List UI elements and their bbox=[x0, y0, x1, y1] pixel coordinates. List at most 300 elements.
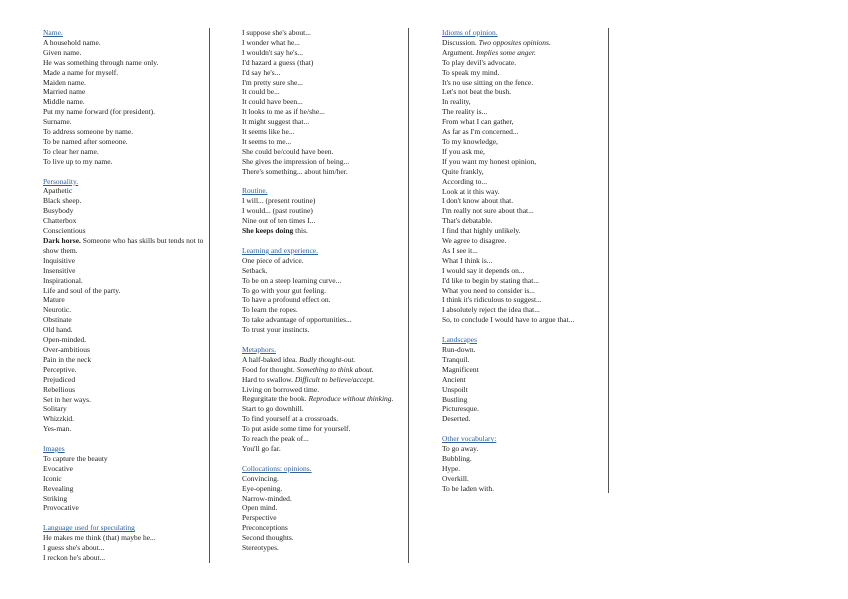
vocab-item bbox=[442, 167, 608, 177]
vocab-item bbox=[442, 97, 608, 107]
item-text: As far as I'm concerned... bbox=[442, 127, 519, 137]
vocab-item bbox=[43, 216, 209, 226]
item-text: Let's not beat the bush. bbox=[442, 87, 512, 97]
vocab-item bbox=[43, 186, 209, 196]
vocab-item bbox=[442, 444, 608, 454]
column-2 bbox=[242, 28, 408, 553]
vocab-item bbox=[242, 48, 408, 58]
vocab-item bbox=[43, 295, 209, 305]
item-text: Nine out of ten times I... bbox=[242, 216, 316, 226]
item-text: She gives the impression of being... bbox=[242, 156, 350, 166]
item-text: I'm pretty sure she... bbox=[242, 77, 303, 87]
vocab-item bbox=[242, 276, 408, 286]
vocab-item bbox=[242, 404, 408, 414]
item-text: It seems to me... bbox=[242, 136, 292, 146]
item-gloss: Something to think about. bbox=[296, 364, 374, 374]
vocab-item bbox=[242, 107, 408, 117]
item-text: I reckon he's about... bbox=[43, 552, 106, 562]
item-text: Chatterbox bbox=[43, 216, 77, 226]
vocab-item bbox=[442, 48, 608, 58]
item-text: Food for thought. bbox=[242, 364, 297, 374]
vocab-item bbox=[242, 385, 408, 395]
section bbox=[43, 523, 209, 563]
item-text: To live up to my name. bbox=[43, 156, 113, 166]
vocab-item bbox=[442, 395, 608, 405]
vocab-item bbox=[442, 266, 608, 276]
item-text: Yes-man. bbox=[43, 424, 72, 434]
column-divider bbox=[408, 28, 409, 563]
item-text: I wouldn't say he's... bbox=[242, 47, 304, 57]
vocab-item bbox=[43, 355, 209, 365]
vocab-item bbox=[43, 533, 209, 543]
vocab-item bbox=[43, 107, 209, 117]
item-text: Over-ambitious bbox=[43, 344, 90, 354]
vocab-item bbox=[43, 484, 209, 494]
item-text: The reality is... bbox=[442, 107, 488, 117]
vocab-item bbox=[242, 315, 408, 325]
vocab-item bbox=[43, 345, 209, 355]
section-heading: Name. bbox=[43, 28, 63, 37]
item-text: To reach the peak of... bbox=[242, 434, 309, 444]
item-text: I wonder what he... bbox=[242, 37, 300, 47]
item-text: That's debatable. bbox=[442, 216, 493, 226]
item-text: Striking bbox=[43, 493, 68, 503]
vocab-item bbox=[43, 474, 209, 484]
item-text: I'd hazard a guess (that) bbox=[242, 57, 314, 67]
vocab-item bbox=[242, 305, 408, 315]
item-text: Provocative bbox=[43, 503, 79, 513]
vocab-item bbox=[43, 464, 209, 474]
vocab-item bbox=[442, 206, 608, 216]
item-text: Someone who has skills but tends not to show them. bbox=[43, 236, 204, 255]
vocab-item bbox=[242, 494, 408, 504]
vocab-item bbox=[242, 286, 408, 296]
item-text: Preconceptions bbox=[242, 523, 288, 533]
section bbox=[242, 345, 408, 454]
vocab-item bbox=[442, 216, 608, 226]
vocab-item bbox=[242, 474, 408, 484]
item-text: I would say it depends on... bbox=[442, 265, 525, 275]
vocab-item bbox=[43, 454, 209, 464]
vocab-item bbox=[442, 454, 608, 464]
section bbox=[43, 28, 209, 167]
item-text: To clear her name. bbox=[43, 146, 99, 156]
vocab-item bbox=[242, 503, 408, 513]
item-text: It might suggest that... bbox=[242, 117, 310, 127]
vocab-item bbox=[242, 523, 408, 533]
vocab-item bbox=[242, 444, 408, 454]
vocab-item bbox=[242, 147, 408, 157]
vocab-item bbox=[43, 78, 209, 88]
vocab-item bbox=[442, 286, 608, 296]
item-text: To play devil's advocate. bbox=[442, 57, 517, 67]
vocab-item bbox=[442, 404, 608, 414]
item-text: As I see it... bbox=[442, 245, 478, 255]
section bbox=[43, 177, 209, 435]
item-text: Narrow-minded. bbox=[242, 493, 292, 503]
item-text: What I think is... bbox=[442, 255, 493, 265]
item-text: I'd like to begin by stating that... bbox=[442, 275, 539, 285]
item-text: Start to go downhill. bbox=[242, 404, 304, 414]
vocab-item bbox=[43, 276, 209, 286]
item-text: Apathetic bbox=[43, 186, 73, 196]
item-text: If you ask me, bbox=[442, 146, 485, 156]
item-text: Pain in the neck bbox=[43, 354, 92, 364]
item-text: Surname. bbox=[43, 117, 72, 127]
item-text: You'll go far. bbox=[242, 444, 281, 454]
item-text: A household name. bbox=[43, 37, 101, 47]
item-text: Married name bbox=[43, 87, 86, 97]
vocab-item bbox=[242, 38, 408, 48]
item-text: Made a name for myself. bbox=[43, 67, 119, 77]
item-text: Solitary bbox=[43, 404, 67, 414]
vocab-item bbox=[43, 266, 209, 276]
item-text: I guess she's about... bbox=[43, 543, 105, 553]
vocab-item bbox=[242, 424, 408, 434]
item-text: Second thoughts. bbox=[242, 533, 294, 543]
vocab-item bbox=[242, 365, 408, 375]
section-heading: Personality. bbox=[43, 176, 79, 186]
item-text: Look at it this way. bbox=[442, 186, 500, 196]
vocab-item bbox=[242, 226, 408, 236]
section bbox=[442, 28, 608, 325]
vocab-item bbox=[442, 256, 608, 266]
vocab-item bbox=[43, 147, 209, 157]
vocab-item bbox=[242, 533, 408, 543]
item-text: Busybody bbox=[43, 206, 74, 216]
vocab-item bbox=[442, 226, 608, 236]
vocab-item bbox=[43, 404, 209, 414]
vocab-item bbox=[442, 78, 608, 88]
item-text: To my knowledge, bbox=[442, 136, 498, 146]
bold-term: Dark horse. bbox=[43, 236, 81, 246]
item-gloss: Two opposites opinions. bbox=[478, 37, 551, 47]
section-heading: Other vocabulary: bbox=[442, 434, 497, 444]
vocab-item bbox=[442, 68, 608, 78]
vocab-item bbox=[43, 68, 209, 78]
item-text: Obstinate bbox=[43, 315, 72, 325]
item-text: I think it's ridiculous to suggest... bbox=[442, 295, 542, 305]
section-heading: Learning and experience. bbox=[242, 245, 318, 255]
vocab-item bbox=[242, 97, 408, 107]
item-text: Black sheep. bbox=[43, 196, 82, 206]
item-text: It could be... bbox=[242, 87, 280, 97]
item-text: Inspirational. bbox=[43, 275, 83, 285]
vocab-item bbox=[43, 335, 209, 345]
item-text: Prejudiced bbox=[43, 374, 76, 384]
vocab-item bbox=[242, 206, 408, 216]
vocab-item bbox=[242, 434, 408, 444]
item-text: One piece of advice. bbox=[242, 255, 304, 265]
vocab-item bbox=[442, 236, 608, 246]
vocab-item bbox=[43, 117, 209, 127]
vocab-item bbox=[242, 167, 408, 177]
vocab-item bbox=[442, 464, 608, 474]
item-text: To speak my mind. bbox=[442, 67, 500, 77]
vocab-item bbox=[43, 375, 209, 385]
section-heading: Language used for speculating bbox=[43, 523, 135, 533]
vocab-item bbox=[242, 543, 408, 553]
vocab-item bbox=[242, 157, 408, 167]
vocab-item bbox=[442, 414, 608, 424]
item-text: To take advantage of opportunities... bbox=[242, 315, 352, 325]
item-text: It looks to me as if he/she... bbox=[242, 107, 325, 117]
vocab-item bbox=[442, 385, 608, 395]
item-text: Hard to swallow. bbox=[242, 374, 295, 384]
vocab-item bbox=[242, 127, 408, 137]
vocab-item bbox=[43, 38, 209, 48]
item-text: Insensitive bbox=[43, 265, 76, 275]
vocab-item bbox=[43, 553, 209, 563]
item-text: To trust your instincts. bbox=[242, 325, 310, 335]
vocab-item bbox=[442, 187, 608, 197]
item-text: Convincing. bbox=[242, 473, 279, 483]
item-text: So, to conclude I would have to argue that... bbox=[442, 315, 575, 325]
bold-term: She keeps doing bbox=[242, 226, 294, 236]
vocab-item bbox=[442, 177, 608, 187]
vocab-item bbox=[242, 266, 408, 276]
item-text: Argument. bbox=[442, 47, 477, 57]
vocab-item bbox=[43, 48, 209, 58]
vocab-item bbox=[242, 117, 408, 127]
item-gloss: Difficult to believe/accept. bbox=[294, 374, 375, 384]
item-text: Perceptive. bbox=[43, 364, 77, 374]
vocab-item bbox=[242, 325, 408, 335]
vocab-item bbox=[442, 147, 608, 157]
item-text: Ancient bbox=[442, 374, 466, 384]
item-text: To be laden with. bbox=[442, 483, 494, 493]
section-heading: Images bbox=[43, 444, 65, 454]
item-text: What you need to consider is... bbox=[442, 285, 535, 295]
vocab-item bbox=[43, 494, 209, 504]
vocab-item bbox=[242, 196, 408, 206]
vocab-item bbox=[43, 97, 209, 107]
item-text: I'm really not sure about that... bbox=[442, 206, 534, 216]
vocab-item bbox=[43, 256, 209, 266]
column-divider bbox=[608, 28, 609, 493]
item-text: Rebellious bbox=[43, 384, 76, 394]
item-gloss: Badly thought-out. bbox=[299, 354, 356, 364]
item-text: Picturesque. bbox=[442, 404, 479, 414]
vocab-item bbox=[242, 513, 408, 523]
vocab-item bbox=[43, 315, 209, 325]
item-text: Bustling bbox=[442, 394, 468, 404]
item-text: There's something... about him/her. bbox=[242, 166, 348, 176]
column-1 bbox=[43, 28, 209, 563]
vocab-item bbox=[43, 325, 209, 335]
item-text: Tranquil. bbox=[442, 354, 470, 364]
vocab-item bbox=[242, 58, 408, 68]
section bbox=[442, 434, 608, 493]
item-text: Old hand. bbox=[43, 325, 73, 335]
item-text: Open-minded. bbox=[43, 335, 87, 345]
item-text: Setback. bbox=[242, 265, 268, 275]
vocab-item bbox=[43, 157, 209, 167]
item-text: Mature bbox=[43, 295, 65, 305]
item-text: Deserted. bbox=[442, 414, 471, 424]
section-heading: Routine. bbox=[242, 186, 268, 196]
vocab-item bbox=[43, 365, 209, 375]
vocab-item bbox=[442, 87, 608, 97]
item-text: It could have been... bbox=[242, 97, 303, 107]
item-text: Life and soul of the party. bbox=[43, 285, 121, 295]
item-text: Given name. bbox=[43, 47, 82, 57]
item-text: To put aside some time for yourself. bbox=[242, 424, 351, 434]
item-text: In reality, bbox=[442, 97, 471, 107]
vocab-item bbox=[242, 484, 408, 494]
item-text: To be named after someone. bbox=[43, 136, 128, 146]
item-gloss: Implies some anger. bbox=[476, 47, 536, 57]
vocab-item bbox=[43, 58, 209, 68]
item-text: It's no use sitting on the fence. bbox=[442, 77, 534, 87]
item-text: Eye-opening. bbox=[242, 483, 283, 493]
vocab-item bbox=[442, 127, 608, 137]
vocab-item bbox=[242, 414, 408, 424]
vocab-item bbox=[242, 295, 408, 305]
vocab-item bbox=[43, 236, 209, 256]
item-text: Discussion. bbox=[442, 37, 479, 47]
vocab-item bbox=[242, 78, 408, 88]
item-text: Iconic bbox=[43, 473, 62, 483]
vocab-item bbox=[43, 196, 209, 206]
section bbox=[442, 335, 608, 424]
item-text: To capture the beauty bbox=[43, 453, 108, 463]
vocab-item bbox=[242, 68, 408, 78]
item-text: Quite frankly, bbox=[442, 166, 484, 176]
item-text: If you want my honest opinion, bbox=[442, 156, 537, 166]
vocab-item bbox=[442, 365, 608, 375]
vocab-item bbox=[43, 385, 209, 395]
vocab-item bbox=[43, 395, 209, 405]
vocab-item bbox=[242, 28, 408, 38]
section-heading: Landscapes bbox=[442, 335, 477, 345]
vocab-item bbox=[442, 58, 608, 68]
item-text: He was something through name only. bbox=[43, 57, 159, 67]
vocab-item bbox=[242, 394, 408, 404]
item-text: He makes me think (that) maybe he... bbox=[43, 533, 156, 543]
section-heading: Idioms of opinion. bbox=[442, 28, 498, 37]
item-text: Neurotic. bbox=[43, 305, 72, 315]
vocab-item bbox=[242, 216, 408, 226]
item-text: Perspective bbox=[242, 513, 277, 523]
item-text: Inquisitive bbox=[43, 255, 76, 265]
item-text: Hype. bbox=[442, 463, 461, 473]
vocab-item bbox=[442, 157, 608, 167]
vocab-item bbox=[442, 305, 608, 315]
item-text: Evocative bbox=[43, 463, 73, 473]
section-heading: Collocations: opinions. bbox=[242, 463, 312, 473]
item-text: I find that highly unlikely. bbox=[442, 226, 521, 236]
vocab-item bbox=[442, 107, 608, 117]
item-text: To have a profound effect on. bbox=[242, 295, 331, 305]
vocab-item bbox=[442, 196, 608, 206]
vocab-item bbox=[442, 295, 608, 305]
item-text: Magnificent bbox=[442, 364, 479, 374]
column-3 bbox=[442, 28, 608, 494]
item-text: this. bbox=[293, 226, 308, 236]
item-text: To go away. bbox=[442, 444, 479, 454]
item-text: To be on a steep learning curve... bbox=[242, 275, 342, 285]
vocab-item bbox=[43, 226, 209, 236]
vocab-item bbox=[43, 286, 209, 296]
vocab-item bbox=[442, 345, 608, 355]
item-text: To address someone by name. bbox=[43, 127, 134, 137]
item-text: Revealing bbox=[43, 483, 74, 493]
item-text: Middle name. bbox=[43, 97, 85, 107]
section bbox=[242, 464, 408, 553]
vocab-item bbox=[43, 305, 209, 315]
item-text: To go with your gut feeling. bbox=[242, 285, 327, 295]
item-text: Open mind. bbox=[242, 503, 278, 513]
vocab-item bbox=[242, 355, 408, 365]
item-text: I don't know about that. bbox=[442, 196, 514, 206]
item-text: Put my name forward (for president). bbox=[43, 107, 156, 117]
column-divider bbox=[209, 28, 210, 563]
vocab-item bbox=[43, 206, 209, 216]
vocab-item bbox=[442, 246, 608, 256]
item-text: Run-down. bbox=[442, 344, 476, 354]
item-text: From what I can gather, bbox=[442, 117, 514, 127]
section bbox=[242, 186, 408, 236]
vocab-item bbox=[43, 503, 209, 513]
item-text: I'd say he's... bbox=[242, 67, 281, 77]
vocab-item bbox=[442, 315, 608, 325]
item-text: Unspoilt bbox=[442, 384, 468, 394]
vocab-item bbox=[442, 375, 608, 385]
vocab-item bbox=[43, 87, 209, 97]
item-text: Maiden name. bbox=[43, 77, 86, 87]
vocab-item bbox=[43, 137, 209, 147]
item-gloss: Reproduce without thinking. bbox=[308, 394, 394, 404]
item-text: To find yourself at a crossroads. bbox=[242, 414, 339, 424]
vocab-item bbox=[43, 414, 209, 424]
vocab-item bbox=[242, 375, 408, 385]
item-text: I suppose she's about... bbox=[242, 28, 311, 37]
item-text: I absolutely reject the idea that... bbox=[442, 305, 540, 315]
item-text: Overkill. bbox=[442, 473, 469, 483]
item-text: A half-baked idea. bbox=[242, 354, 300, 364]
vocab-item bbox=[242, 256, 408, 266]
item-text: According to... bbox=[442, 176, 487, 186]
vocab-item bbox=[442, 355, 608, 365]
item-text: To learn the ropes. bbox=[242, 305, 298, 315]
vocab-item bbox=[43, 424, 209, 434]
section bbox=[242, 28, 408, 177]
item-text: Whizzkid. bbox=[43, 414, 75, 424]
vocab-item bbox=[442, 137, 608, 147]
item-text: Regurgitate the book. bbox=[242, 394, 309, 404]
section bbox=[43, 444, 209, 513]
item-text: Bubbling. bbox=[442, 453, 472, 463]
item-text: Set in her ways. bbox=[43, 394, 91, 404]
vocab-item bbox=[43, 127, 209, 137]
item-text: I would... (past routine) bbox=[242, 206, 313, 216]
vocab-item bbox=[442, 38, 608, 48]
item-text: I will... (present routine) bbox=[242, 196, 316, 206]
item-text: It seems like he... bbox=[242, 127, 295, 137]
vocab-item bbox=[442, 484, 608, 494]
vocab-item bbox=[43, 543, 209, 553]
item-text: Conscientious bbox=[43, 226, 86, 236]
vocab-item bbox=[442, 276, 608, 286]
section bbox=[242, 246, 408, 335]
vocab-item bbox=[242, 137, 408, 147]
item-text: Living on borrowed time. bbox=[242, 384, 320, 394]
item-text: We agree to disagree. bbox=[442, 236, 507, 246]
vocab-item bbox=[442, 117, 608, 127]
vocab-item bbox=[242, 87, 408, 97]
vocab-item bbox=[442, 474, 608, 484]
